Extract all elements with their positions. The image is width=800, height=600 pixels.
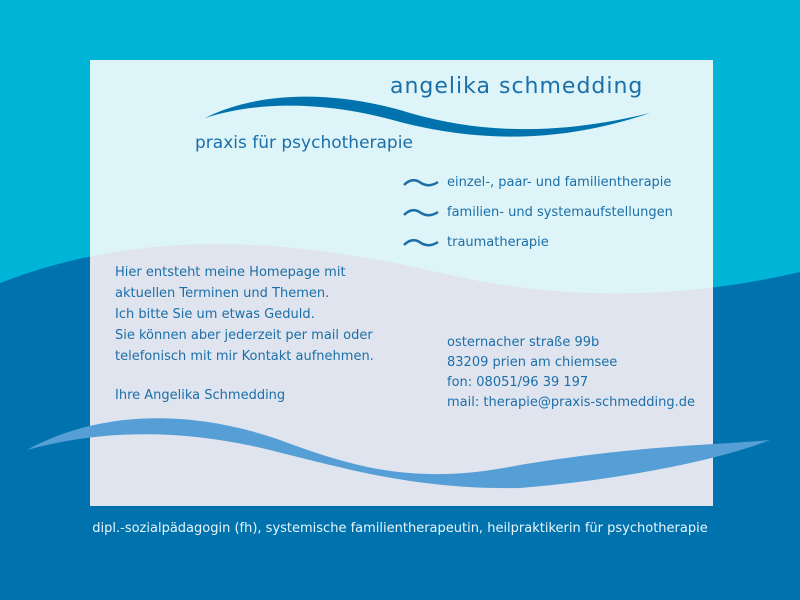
intro-line: aktuellen Terminen und Themen. (115, 286, 330, 301)
contact-address (447, 333, 695, 413)
service-item: einzel-, paar- und familientherapie (403, 175, 671, 190)
phone: fon: 08051/96 39 197 (447, 375, 589, 390)
intro-line: Ich bitte Sie um etwas Geduld. (115, 307, 315, 322)
city: 83209 prien am chiemsee (447, 355, 618, 370)
email-link[interactable]: mail: therapie@praxis-schmedding.de (447, 395, 696, 410)
signature: Ihre Angelika Schmedding (115, 388, 286, 403)
wave-icon (403, 208, 439, 218)
service-item: traumatherapie (403, 235, 549, 250)
intro-line: telefonisch mit mir Kontakt aufnehmen. (115, 349, 374, 364)
wave-icon (403, 178, 439, 188)
street: osternacher straße 99b (447, 335, 600, 350)
intro-line: Hier entsteht meine Homepage mit (115, 265, 346, 280)
practice-subtitle: praxis für psychotherapie (195, 133, 413, 153)
wave-icon (403, 238, 439, 248)
intro-line: Sie können aber jederzeit per mail oder (115, 328, 373, 343)
service-item: familien- und systemaufstellungen (403, 205, 673, 220)
footer-qualifications: dipl.-sozialpädagogin (fh), systemische familientherapeutin, heilpraktikerin für psychotherapie (92, 521, 708, 536)
intro-text (115, 262, 415, 367)
practitioner-name: angelika schmedding (390, 74, 644, 99)
